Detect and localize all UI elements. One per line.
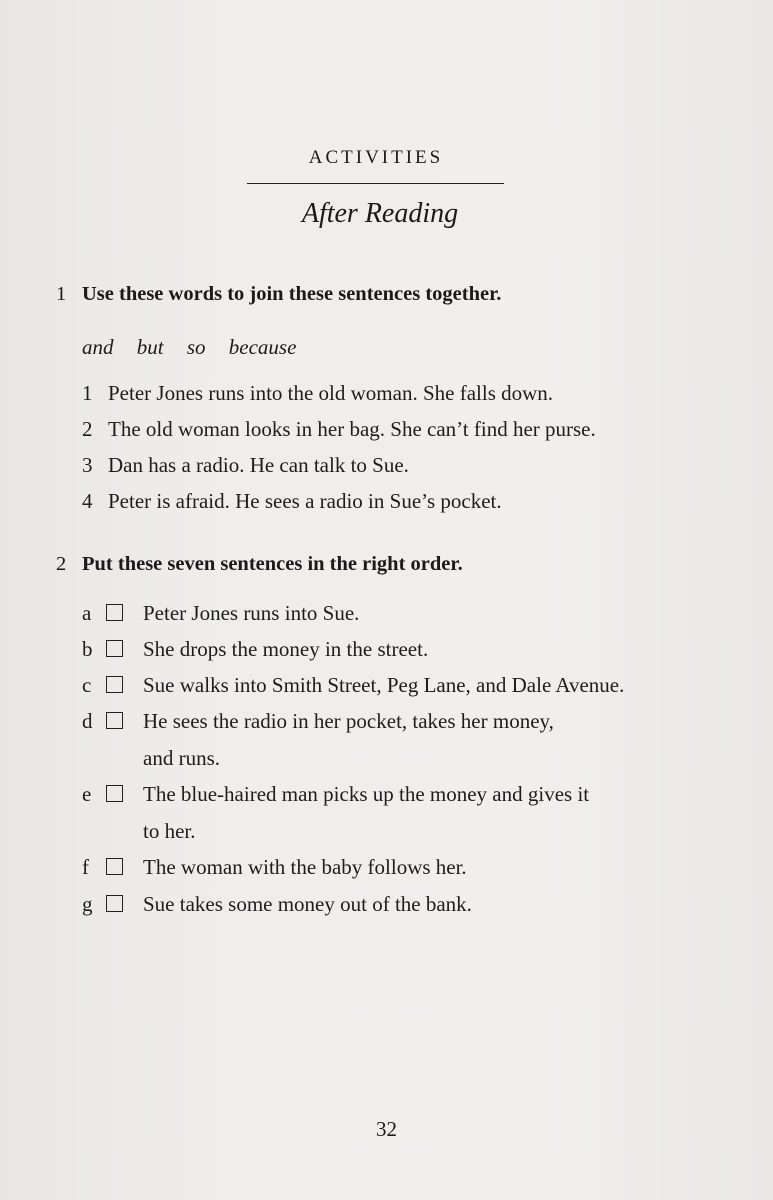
checkbox[interactable] xyxy=(106,858,123,875)
checkbox[interactable] xyxy=(106,676,123,693)
order-text: The woman with the baby follows her. xyxy=(143,855,467,879)
section-heading: ACTIVITIES xyxy=(308,147,444,168)
order-text: The blue-haired man picks up the money and gives it xyxy=(143,782,590,806)
word-item: but xyxy=(136,335,164,359)
word-item: because xyxy=(228,335,297,359)
order-letter: c xyxy=(82,673,92,697)
sentence-number: 2 xyxy=(82,417,93,441)
order-letter: e xyxy=(82,782,92,806)
order-letter: b xyxy=(82,637,93,661)
heading-divider xyxy=(247,183,504,184)
sentence-text: Peter is afraid. He sees a radio in Sue’s pocket. xyxy=(108,489,502,513)
sentence-text: The old woman looks in her bag. She can’t find her purse. xyxy=(108,417,596,441)
page-number: 32 xyxy=(376,1117,397,1141)
order-text: She drops the money in the street. xyxy=(143,637,429,661)
sentence-number: 3 xyxy=(82,453,93,477)
order-text: He sees the radio in her pocket, takes her money, xyxy=(143,709,554,733)
checkbox[interactable] xyxy=(106,604,123,621)
word-item: so xyxy=(186,335,206,359)
sentence-text: Dan has a radio. He can talk to Sue. xyxy=(108,453,409,477)
order-letter: g xyxy=(82,892,93,916)
sentence-text: Peter Jones runs into the old woman. She falls down. xyxy=(108,381,554,405)
checkbox[interactable] xyxy=(106,895,123,912)
word-item: and xyxy=(82,335,114,359)
order-letter: d xyxy=(82,709,93,733)
checkbox[interactable] xyxy=(106,785,123,802)
question-instruction: Put these seven sentences in the right order. xyxy=(82,553,463,575)
order-letter: f xyxy=(82,855,89,879)
sentence-number: 1 xyxy=(82,381,93,405)
section-subtitle: After Reading xyxy=(301,198,459,229)
sentence-number: 4 xyxy=(82,489,93,513)
order-text: Peter Jones runs into Sue. xyxy=(143,601,360,625)
order-letter: a xyxy=(82,601,92,625)
order-text-continued: to her. xyxy=(143,819,196,843)
checkbox[interactable] xyxy=(106,712,123,729)
question-number: 1 xyxy=(56,283,67,305)
word-list xyxy=(82,335,314,360)
order-text: Sue takes some money out of the bank. xyxy=(143,892,472,916)
order-text: Sue walks into Smith Street, Peg Lane, and Dale Avenue. xyxy=(143,673,625,697)
checkbox[interactable] xyxy=(106,640,123,657)
question-number: 2 xyxy=(56,553,67,575)
question-instruction: Use these words to join these sentences together. xyxy=(82,283,502,305)
order-text-continued: and runs. xyxy=(143,746,220,770)
